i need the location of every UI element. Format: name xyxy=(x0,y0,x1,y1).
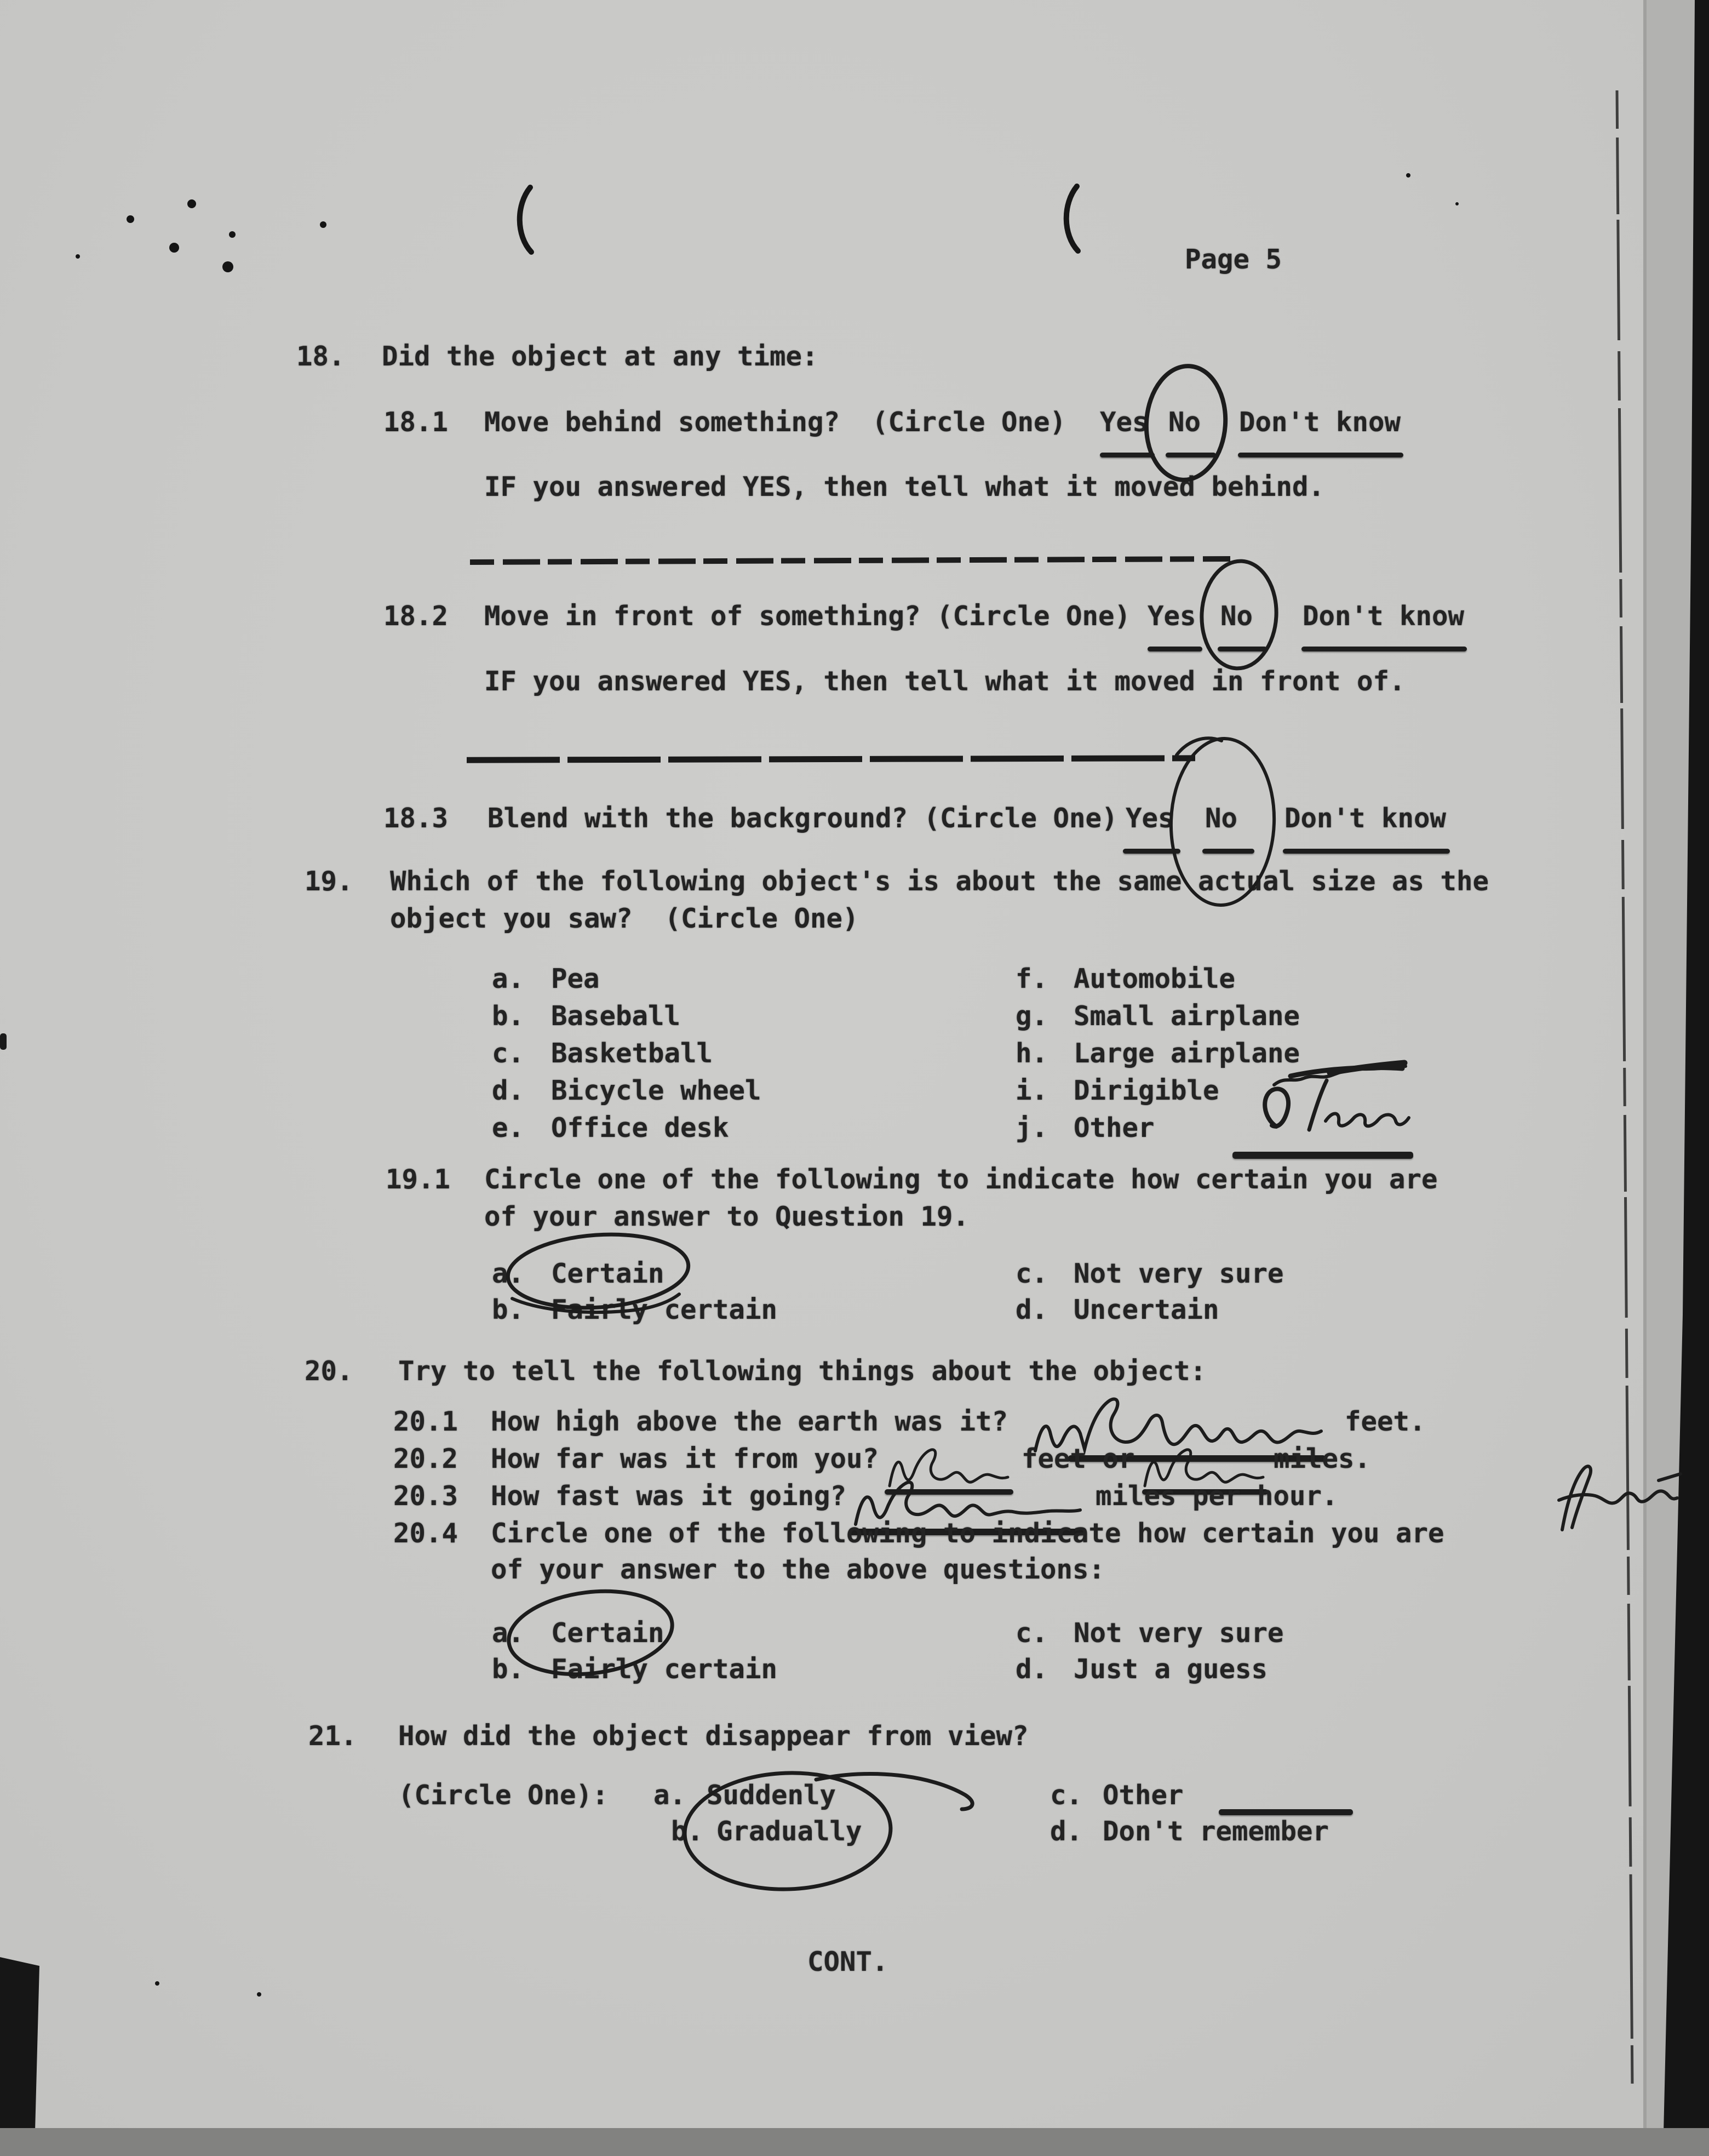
q19-1-option-b-letter: b. xyxy=(492,1294,525,1325)
q18-2-number: 18.2 xyxy=(383,601,449,632)
q18-1-question: Move behind something? (Circle One) xyxy=(484,407,1066,438)
q19-number: 19. xyxy=(305,866,353,897)
q19-option-b-letter: b. xyxy=(492,1000,525,1032)
q20-4-option-c-label: Not very sure xyxy=(1074,1617,1284,1649)
q19-text-line2: object you saw? (Circle One) xyxy=(390,903,859,934)
q18-3-underline-yes xyxy=(1123,849,1180,854)
q19-option-b-label: Baseball xyxy=(551,1000,681,1032)
q21-option-d-letter: d. xyxy=(1050,1816,1083,1847)
q20-4-option-c-letter: c. xyxy=(1016,1617,1048,1649)
q20-3-question: How fast was it going? xyxy=(491,1480,847,1512)
q19-text-line1: Which of the following object's is about the same actual size as the xyxy=(390,866,1489,897)
q18-3-underline-no xyxy=(1202,849,1254,854)
q19-1-number: 19.1 xyxy=(386,1164,451,1195)
q18-1-underline-yes xyxy=(1100,453,1155,457)
q19-option-f-letter: f. xyxy=(1016,963,1048,994)
q18-1-followup: IF you answered YES, then tell what it moved behind. xyxy=(484,471,1325,502)
q19-option-g-letter: g. xyxy=(1016,1000,1048,1032)
q20-4-option-b-label: Fairly certain xyxy=(551,1654,778,1685)
q18-1-option-no: No xyxy=(1168,407,1201,438)
q19-option-h-letter: h. xyxy=(1016,1038,1048,1069)
answer-blank-dashed-line-1 xyxy=(470,556,1230,565)
q19-option-d-letter: d. xyxy=(492,1075,525,1106)
q19-option-c-label: Basketball xyxy=(551,1038,713,1069)
q19-option-g-label: Small airplane xyxy=(1074,1000,1300,1032)
q19-option-a-label: Pea xyxy=(551,963,600,994)
q19-option-a-letter: a. xyxy=(492,963,525,994)
pen-scratch-right-margin xyxy=(1617,90,1632,2088)
scan-page-edge-line xyxy=(1643,0,1647,2156)
q19-option-c-letter: c. xyxy=(492,1038,525,1069)
q18-3-question: Blend with the background? (Circle One) xyxy=(488,803,1118,834)
q18-3-option-yes: Yes xyxy=(1126,803,1174,834)
handwriting-q20-3-fast-note xyxy=(1559,1466,1681,1530)
q21-option-d-label: Don't remember xyxy=(1103,1816,1329,1847)
q21-text: How did the object disappear from view? xyxy=(398,1720,1029,1752)
q18-2-option-dont-know: Don't know xyxy=(1303,601,1465,632)
q20-2-mid: feet or xyxy=(1022,1443,1135,1474)
q18-3-option-dont-know: Don't know xyxy=(1284,803,1447,834)
q18-number: 18. xyxy=(296,341,345,372)
q20-1-suffix: feet. xyxy=(1345,1406,1426,1437)
answer-blank-dashed-line-2 xyxy=(467,755,1195,763)
q18-2-underline-yes xyxy=(1148,647,1202,651)
q19-1-option-c-label: Not very sure xyxy=(1074,1258,1284,1289)
q19-option-j-label: Other xyxy=(1074,1112,1155,1143)
q19-other-blank-underline xyxy=(1232,1152,1413,1159)
q18-2-underline-no xyxy=(1218,647,1267,651)
q18-1-underline-dont-know xyxy=(1238,453,1403,457)
q21-option-c-label: Other xyxy=(1103,1780,1184,1811)
q20-4-number: 20.4 xyxy=(393,1518,458,1549)
q20-4-text-line2: of your answer to the above questions: xyxy=(491,1554,1105,1585)
q20-4-option-b-letter: b. xyxy=(492,1654,525,1685)
scan-gray-band-bottom xyxy=(0,2128,1709,2156)
q19-1-option-d-label: Uncertain xyxy=(1074,1294,1219,1325)
q19-1-option-d-letter: d. xyxy=(1016,1294,1048,1325)
scan-left-edge-mark xyxy=(0,1033,7,1050)
q18-2-option-yes: Yes xyxy=(1148,601,1196,632)
q18-3-number: 18.3 xyxy=(383,803,449,834)
q20-4-option-d-letter: d. xyxy=(1016,1654,1048,1685)
q20-text: Try to tell the following things about the object: xyxy=(398,1356,1207,1387)
q21-option-b-label: Gradually xyxy=(716,1816,862,1847)
q18-1-underline-no xyxy=(1166,453,1216,457)
q20-4-option-a-label: Certain xyxy=(551,1617,664,1649)
q19-1-option-a-label: Certain xyxy=(551,1258,664,1289)
page-number-label: Page 5 xyxy=(1185,244,1282,275)
q18-3-option-no: No xyxy=(1205,803,1238,834)
q18-text: Did the object at any time: xyxy=(382,341,818,372)
q21-number: 21. xyxy=(308,1720,357,1752)
continuation-label: CONT. xyxy=(807,1946,888,1977)
q19-option-f-label: Automobile xyxy=(1074,963,1236,994)
handwriting-q19-other-answer xyxy=(1265,1068,1409,1130)
q19-option-h-label: Large airplane xyxy=(1074,1038,1300,1069)
pen-circle-q18-3-tail xyxy=(1177,738,1221,755)
q19-option-e-label: Office desk xyxy=(551,1112,729,1143)
q19-1-text-line1: Circle one of the following to indicate how certain you are xyxy=(484,1164,1438,1195)
q18-1-number: 18.1 xyxy=(383,407,449,438)
q20-2-number: 20.2 xyxy=(393,1443,458,1474)
q20-2-suffix: miles. xyxy=(1274,1443,1371,1474)
q19-option-j-letter: j. xyxy=(1016,1112,1048,1143)
q18-2-question: Move in front of something? (Circle One) xyxy=(484,601,1131,632)
scan-black-corner-bottom-left xyxy=(0,1957,39,2131)
q19-1-option-a-letter: a. xyxy=(492,1258,525,1289)
q19-1-option-c-letter: c. xyxy=(1016,1258,1048,1289)
q20-4-option-d-label: Just a guess xyxy=(1074,1654,1268,1685)
q20-2-blank-underline-feet xyxy=(885,1489,1013,1495)
q18-2-underline-dont-know xyxy=(1301,647,1467,651)
q19-1-text-line2: of your answer to Question 19. xyxy=(484,1201,970,1232)
q18-2-option-no: No xyxy=(1220,601,1253,632)
q18-2-followup: IF you answered YES, then tell what it moved in front of. xyxy=(484,666,1406,697)
q18-1-option-yes: Yes xyxy=(1100,407,1149,438)
q21-option-a-letter: a. xyxy=(653,1780,686,1811)
q20-4-text-line1: Circle one of the following to indicate how certain you are xyxy=(491,1518,1444,1549)
q19-option-i-label: Dirigible xyxy=(1074,1075,1219,1106)
q20-1-question: How high above the earth was it? xyxy=(491,1406,1008,1437)
scan-page-edge-band xyxy=(1644,0,1697,2156)
q18-1-option-dont-know: Don't know xyxy=(1239,407,1401,438)
q19-option-i-letter: i. xyxy=(1016,1075,1048,1106)
stray-paren-mark-right xyxy=(1066,186,1078,251)
q19-1-option-b-label: Fairly certain xyxy=(551,1294,778,1325)
q21-option-a-label: Suddenly xyxy=(707,1780,836,1811)
q20-3-number: 20.3 xyxy=(393,1480,458,1512)
q20-3-suffix: miles per hour. xyxy=(1096,1480,1338,1512)
scan-black-edge-right xyxy=(1663,0,1709,2156)
q21-other-blank-underline xyxy=(1219,1809,1353,1815)
q21-option-c-letter: c. xyxy=(1050,1780,1083,1811)
q19-option-e-letter: e. xyxy=(492,1112,525,1143)
pen-stroke-over-suddenly xyxy=(816,1774,972,1809)
q20-1-number: 20.1 xyxy=(393,1406,458,1437)
q21-circle-one-prefix: (Circle One): xyxy=(398,1780,609,1811)
q21-option-b-letter: b. xyxy=(671,1816,704,1847)
q19-option-d-label: Bicycle wheel xyxy=(551,1075,761,1106)
handwriting-q20-2-unknown-feet xyxy=(890,1450,1008,1486)
q18-3-underline-dont-know xyxy=(1283,849,1450,854)
q20-number: 20. xyxy=(305,1356,353,1387)
stray-paren-mark-left xyxy=(520,187,531,252)
q20-4-option-a-letter: a. xyxy=(492,1617,525,1649)
q20-2-question: How far was it from you? xyxy=(491,1443,879,1474)
